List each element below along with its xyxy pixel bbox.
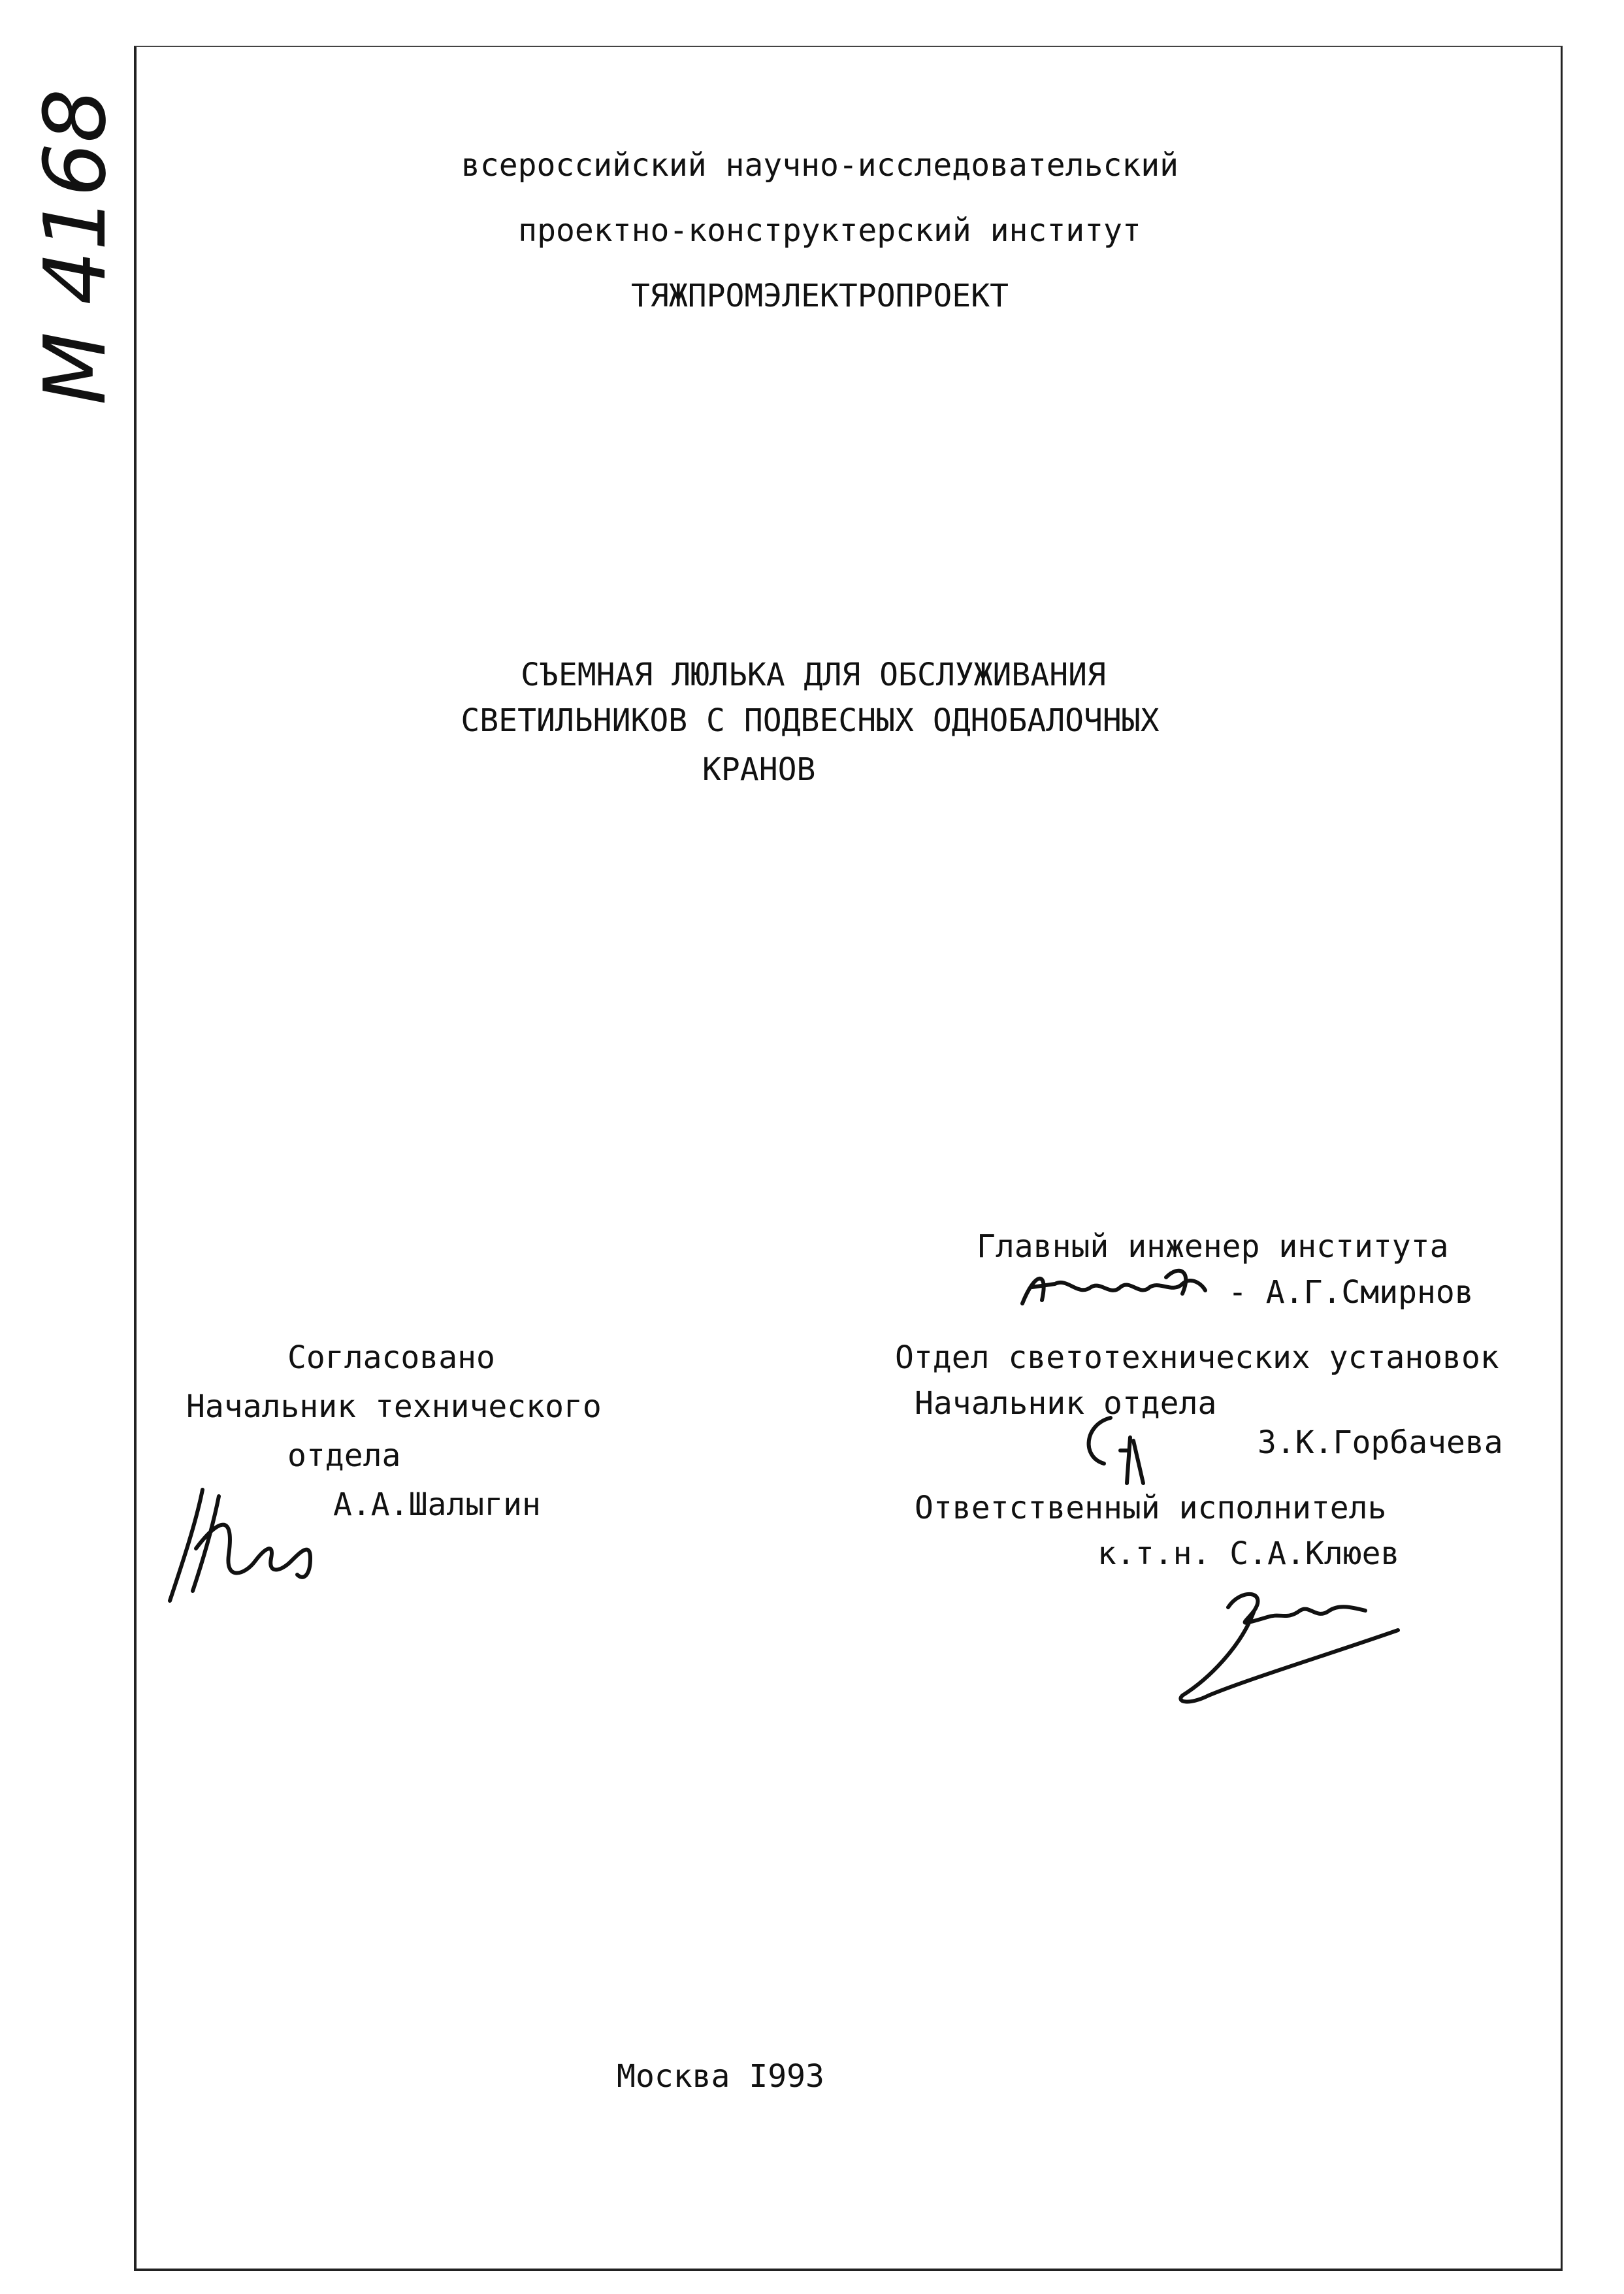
tech-head-name: А.А.Шалыгин xyxy=(333,1486,541,1523)
department-head-title: Начальник отдела xyxy=(915,1385,1217,1422)
title-line-3: КРАНОВ xyxy=(702,751,816,788)
handwritten-archive-number xyxy=(25,88,125,412)
svg-text:М 4168: М 4168 xyxy=(25,88,125,405)
tech-head-title-line-2: отдела xyxy=(287,1437,401,1474)
tech-head-signature xyxy=(157,1483,353,1607)
department-name: Отдел светотехнических установок xyxy=(895,1339,1499,1376)
executor-title: Ответственный исполнитель xyxy=(915,1490,1387,1526)
institute-name: ТЯЖПРОМЭЛЕКТРОПРОЕКТ xyxy=(631,278,1009,314)
department-head-signature xyxy=(1065,1405,1169,1490)
institute-line-1: всероссийский научно-исследовательский xyxy=(461,147,1179,184)
chief-engineer-title: Главный инженер института xyxy=(977,1228,1449,1265)
title-line-1: СЪЕМНАЯ ЛЮЛЬКА ДЛЯ ОБСЛУЖИВАНИЯ xyxy=(521,657,1106,693)
page-frame xyxy=(134,46,1563,2271)
executor-name: к.т.н. С.А.Клюев xyxy=(1097,1535,1400,1572)
chief-engineer-name: - А.Г.Смирнов xyxy=(1228,1274,1474,1311)
tech-head-title-line-1: Начальник технического xyxy=(186,1388,602,1425)
department-head-name: З.К.Горбачева xyxy=(1258,1424,1503,1461)
agreed-label: Согласовано xyxy=(287,1339,495,1376)
institute-line-2: проектно-конструктерский институт xyxy=(518,212,1141,249)
chief-engineer-signature xyxy=(1016,1264,1251,1317)
city-and-year: Москва I993 xyxy=(617,2058,824,2095)
title-line-2: СВЕТИЛЬНИКОВ С ПОДВЕСНЫХ ОДНОБАЛОЧНЫХ xyxy=(461,702,1160,739)
executor-signature xyxy=(1169,1581,1418,1712)
